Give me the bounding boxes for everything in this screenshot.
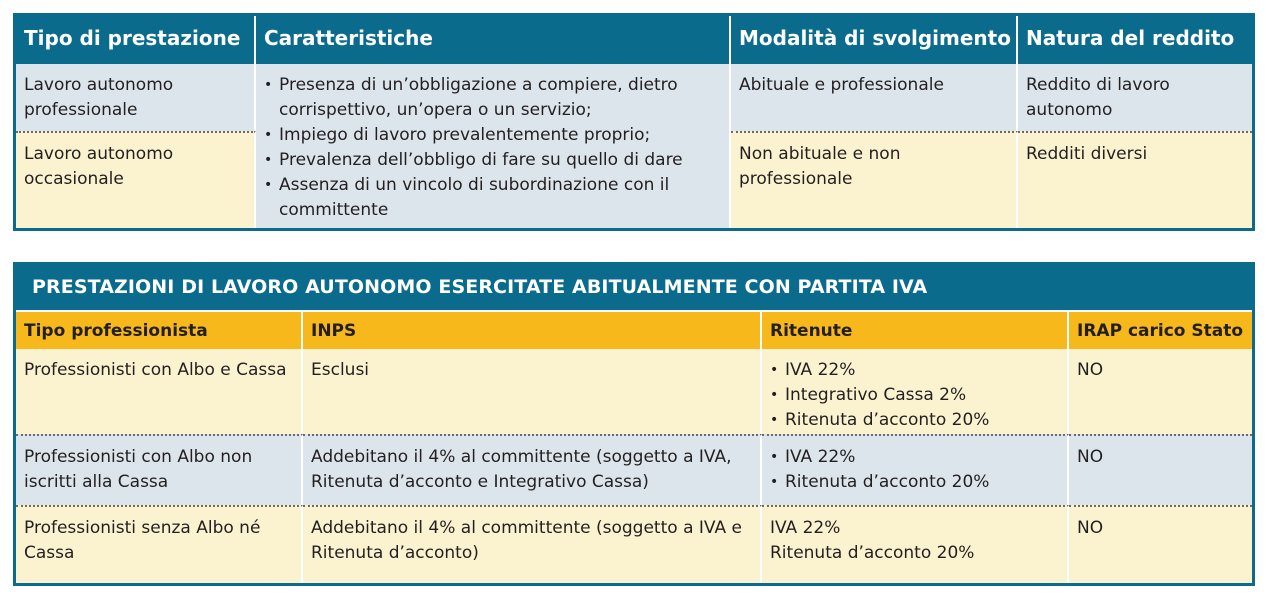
cell-caratteristiche	[256, 64, 731, 228]
ritenute-list	[770, 445, 1059, 495]
list-item: • Impiego di lavoro prevalentemente proprio;	[264, 123, 721, 148]
cell-tipo-row3: Professionisti senza Albo né Cassa	[16, 505, 303, 583]
list-item: • Ritenuta d’acconto 20%	[770, 470, 1059, 495]
cell-irap-row3: NO	[1069, 505, 1252, 583]
cell-tipo-row1: Professionisti con Albo e Cassa	[16, 349, 303, 434]
cell-inps-row2: Addebitano il 4% al committente (soggetto a IVA, Ritenuta d’acconto e Integrativo Cassa)	[303, 434, 762, 505]
list-item: • IVA 22%	[770, 358, 1059, 383]
header-tipo-professionista: Tipo professionista	[16, 312, 303, 349]
prestazioni-body	[16, 64, 1252, 228]
partita-iva-header-row	[16, 310, 1252, 349]
prestazioni-table	[13, 13, 1255, 231]
header-tipo-prestazione: Tipo di prestazione	[16, 16, 256, 64]
header-natura-reddito: Natura del reddito	[1026, 26, 1235, 50]
prestazioni-header-row	[16, 16, 1252, 64]
partita-iva-body	[16, 349, 1252, 583]
cell-ritenute-row3	[762, 505, 1069, 583]
cell-tipo-row1: Lavoro autonomo professionale	[16, 64, 256, 131]
partita-iva-table	[13, 262, 1255, 586]
header-irap: IRAP carico Stato	[1077, 321, 1244, 341]
cell-modalita-row1: Abituale e professionale	[731, 64, 1018, 131]
list-item: • Integrativo Cassa 2%	[770, 383, 1059, 408]
cell-tipo-row2: Professionisti con Albo non iscritti alla Cassa	[16, 434, 303, 505]
cell-irap-row2: NO	[1069, 434, 1252, 505]
table-title: PRESTAZIONI DI LAVORO AUTONOMO ESERCITATE ABITUALMENTE CON PARTITA IVA	[16, 265, 1252, 310]
cell-ritenute-row2	[762, 434, 1069, 505]
cell-tipo-row2: Lavoro autonomo occasionale	[16, 131, 256, 228]
list-item: • Prevalenza dell’obbligo di fare su quello di dare	[264, 148, 721, 173]
caratteristiche-list	[264, 73, 721, 223]
list-item: • Presenza di un’obbligazione a compiere, dietro corrispettivo, un’opera o un servizio;	[264, 73, 721, 123]
cell-irap-row1: NO	[1069, 349, 1252, 434]
cell-natura-row2: Redditi diversi	[1018, 131, 1252, 228]
cell-inps-row3: Addebitano il 4% al committente (soggetto a IVA e Ritenuta d’acconto)	[303, 505, 762, 583]
cell-ritenute-row1	[762, 349, 1069, 434]
cell-modalita-row2: Non abituale e non professionale	[731, 131, 1018, 228]
list-item: • IVA 22%	[770, 445, 1059, 470]
ritenute-line: IVA 22%	[770, 518, 841, 538]
cell-inps-row1: Esclusi	[303, 349, 762, 434]
header-inps: INPS	[303, 312, 762, 349]
header-caratteristiche: Caratteristiche	[256, 16, 731, 64]
cell-natura-row1: Reddito di lavoro autonomo	[1018, 64, 1252, 131]
ritenute-line: Ritenuta d’acconto 20%	[770, 543, 975, 563]
list-item: • Ritenuta d’acconto 20%	[770, 408, 1059, 433]
list-item: • Assenza di un vincolo di subordinazione con il committente	[264, 173, 721, 223]
header-ritenute: Ritenute	[762, 312, 1069, 349]
ritenute-list	[770, 358, 1059, 433]
header-modalita: Modalità di svolgimento	[731, 16, 1018, 64]
